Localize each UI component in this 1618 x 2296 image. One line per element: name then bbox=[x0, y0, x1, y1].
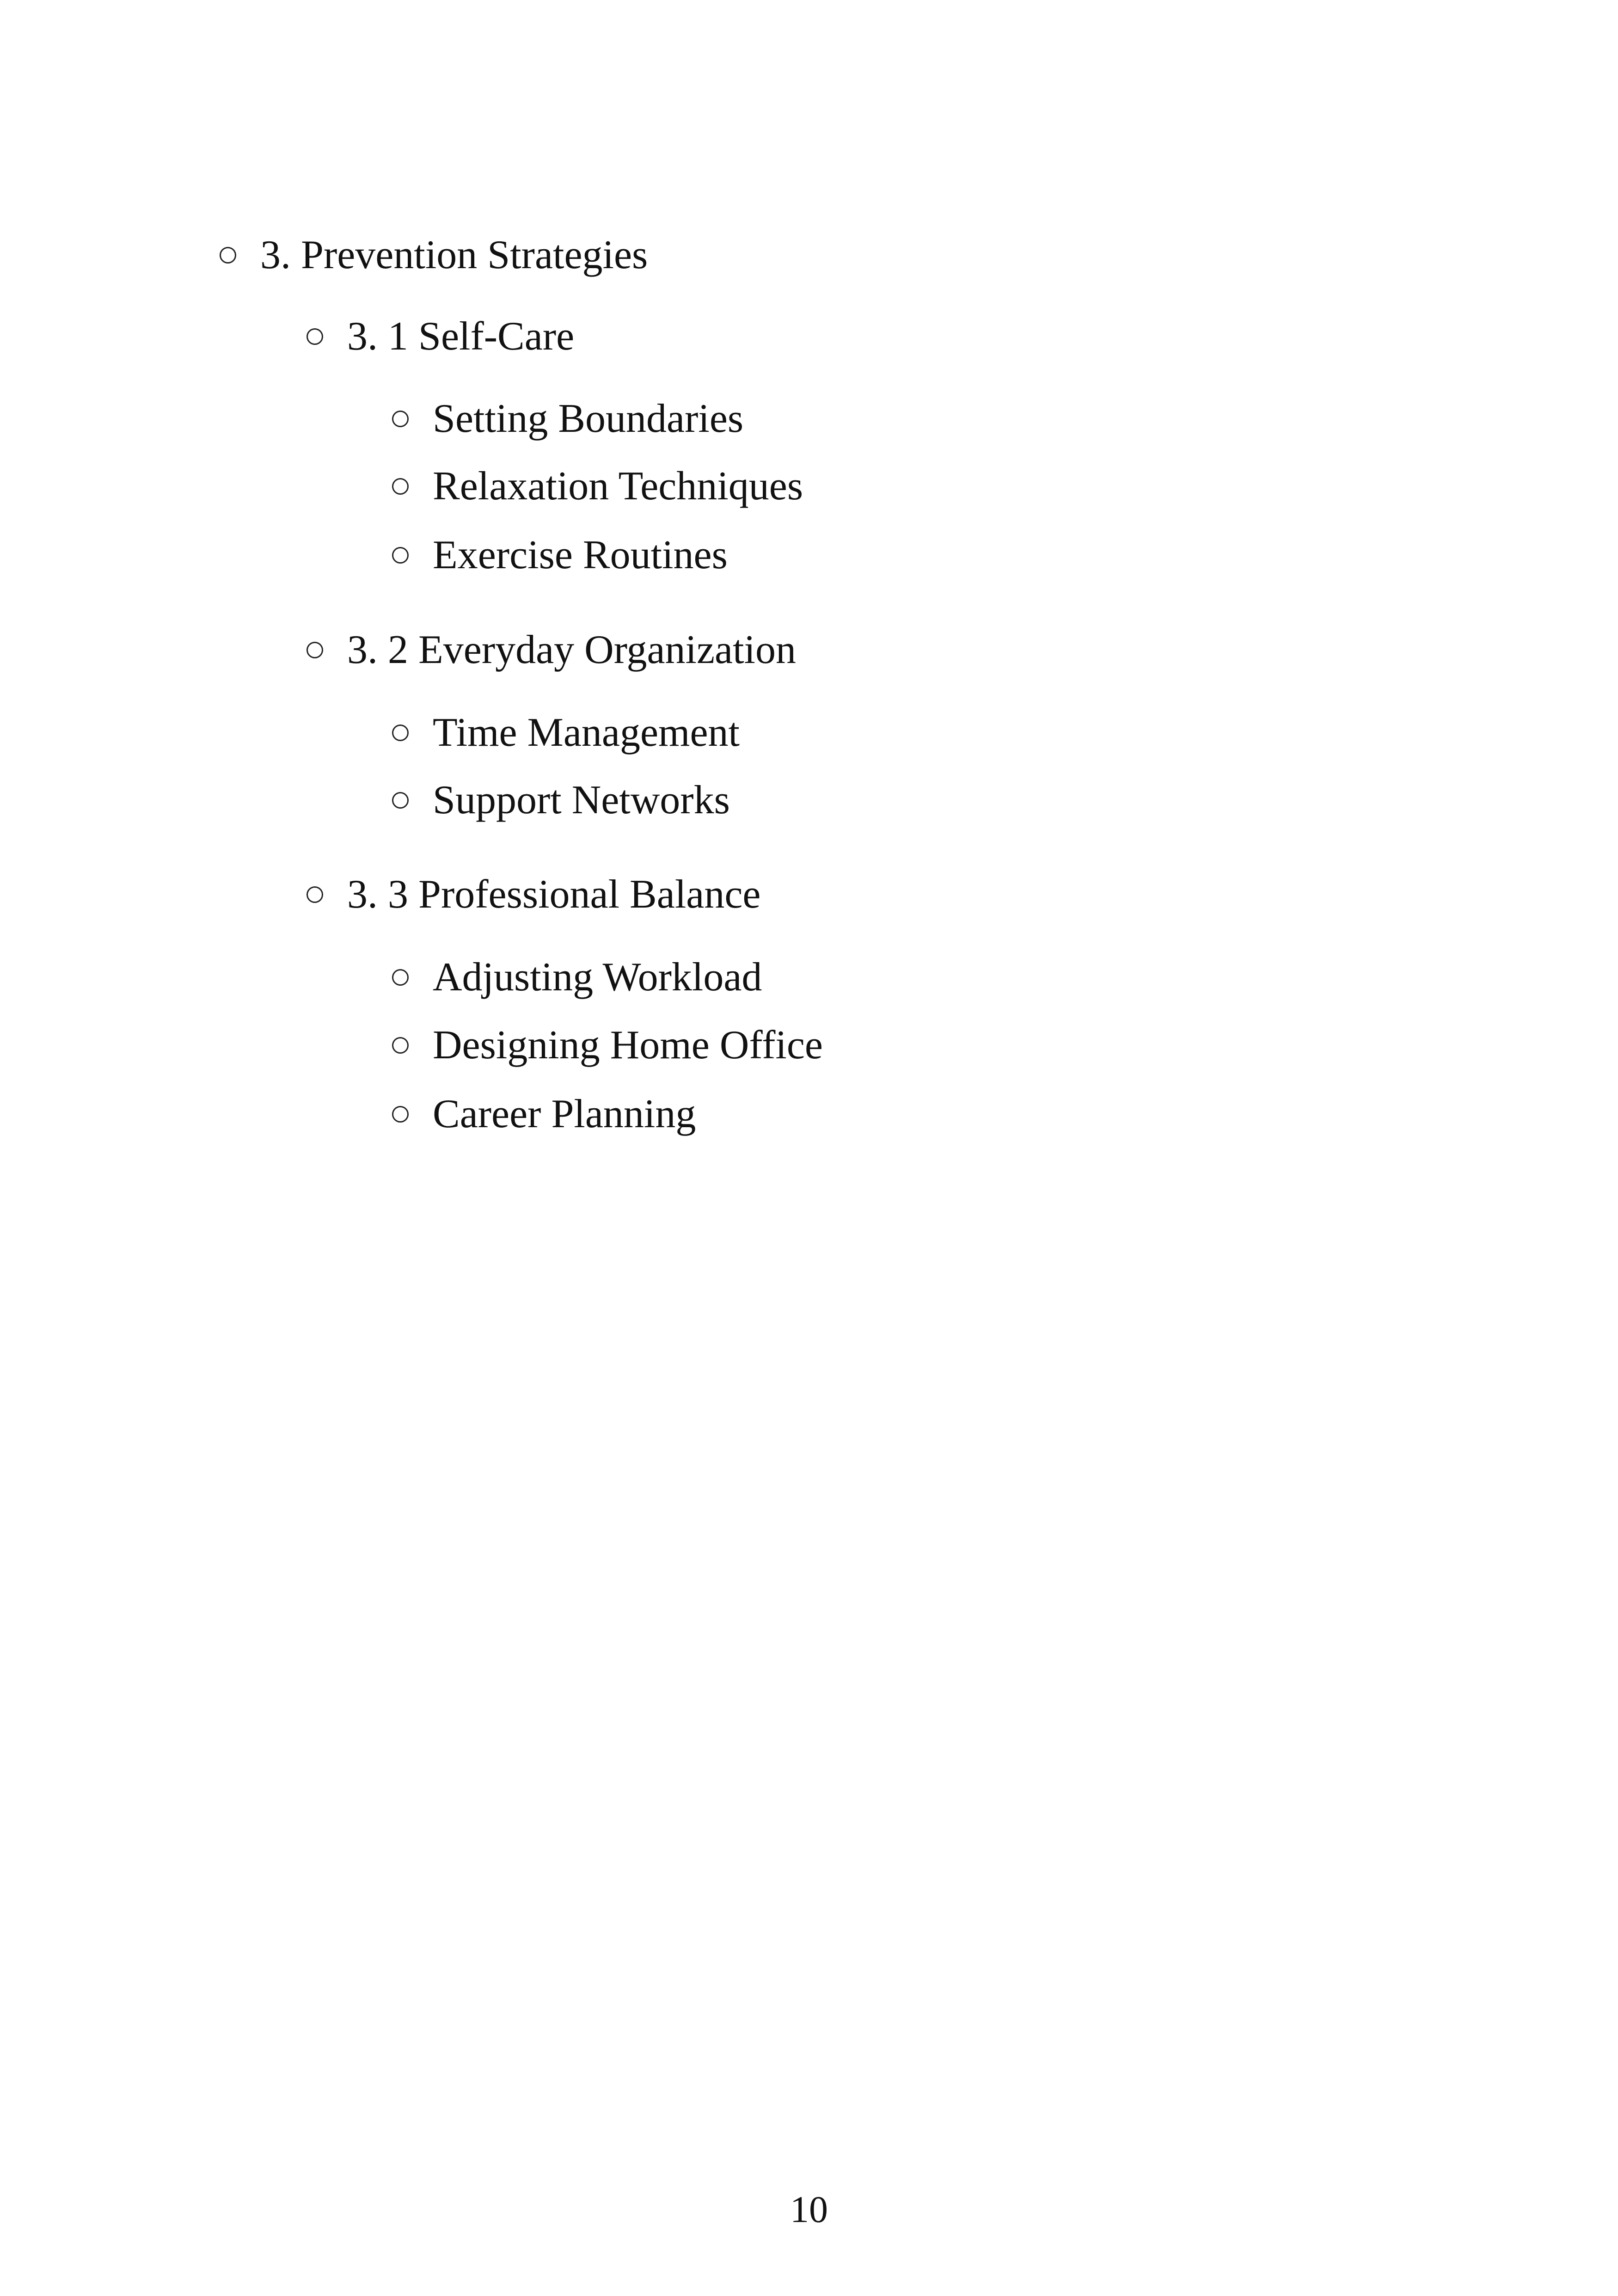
circle-bullet-icon bbox=[392, 792, 409, 809]
outline-item-label: Designing Home Office bbox=[433, 1023, 823, 1068]
circle-bullet-icon bbox=[220, 247, 236, 264]
outline-subsection-label: 3. 2 Everyday Organization bbox=[347, 627, 796, 672]
circle-bullet-icon bbox=[392, 969, 409, 986]
outline-subsection-professional-balance bbox=[306, 874, 760, 915]
circle-bullet-icon bbox=[392, 1106, 409, 1123]
page-number: 10 bbox=[790, 2188, 828, 2230]
outline-item-label: Setting Boundaries bbox=[433, 396, 744, 441]
outline-item-designing-home-office bbox=[392, 1025, 823, 1066]
outline-item-relaxation-techniques bbox=[392, 466, 803, 507]
outline-item-exercise-routines bbox=[392, 535, 728, 576]
outline-section-label: 3. Prevention Strategies bbox=[260, 233, 648, 277]
outline-item-setting-boundaries bbox=[392, 396, 744, 441]
outline-item-label: Time Management bbox=[433, 710, 740, 755]
circle-bullet-icon bbox=[392, 724, 409, 741]
outline-subsection-label: 3. 3 Professional Balance bbox=[347, 872, 761, 917]
outline-subsection-label: 3. 1 Self-Care bbox=[347, 314, 575, 359]
outline-item-label: Adjusting Workload bbox=[433, 955, 762, 1000]
outline-item-label: Support Networks bbox=[433, 778, 730, 823]
circle-bullet-icon bbox=[306, 328, 323, 345]
circle-bullet-icon bbox=[392, 1037, 409, 1054]
outline-item-label: Relaxation Techniques bbox=[433, 464, 803, 509]
circle-bullet-icon bbox=[306, 642, 323, 658]
circle-bullet-icon bbox=[392, 411, 409, 427]
outline-item-adjusting-workload bbox=[392, 957, 762, 998]
circle-bullet-icon bbox=[306, 886, 323, 903]
circle-bullet-icon bbox=[392, 547, 409, 564]
outline-item-support-networks bbox=[392, 780, 730, 821]
outline-item-label: Exercise Routines bbox=[433, 533, 728, 577]
circle-bullet-icon bbox=[392, 478, 409, 495]
outline-subsection-everyday-organization bbox=[306, 627, 796, 672]
outline-item-time-management bbox=[392, 712, 740, 753]
outline-item-label: Career Planning bbox=[433, 1092, 696, 1136]
outline-item-career-planning bbox=[392, 1094, 696, 1135]
outline-section bbox=[220, 235, 648, 276]
outline-subsection-self-care bbox=[306, 316, 574, 357]
